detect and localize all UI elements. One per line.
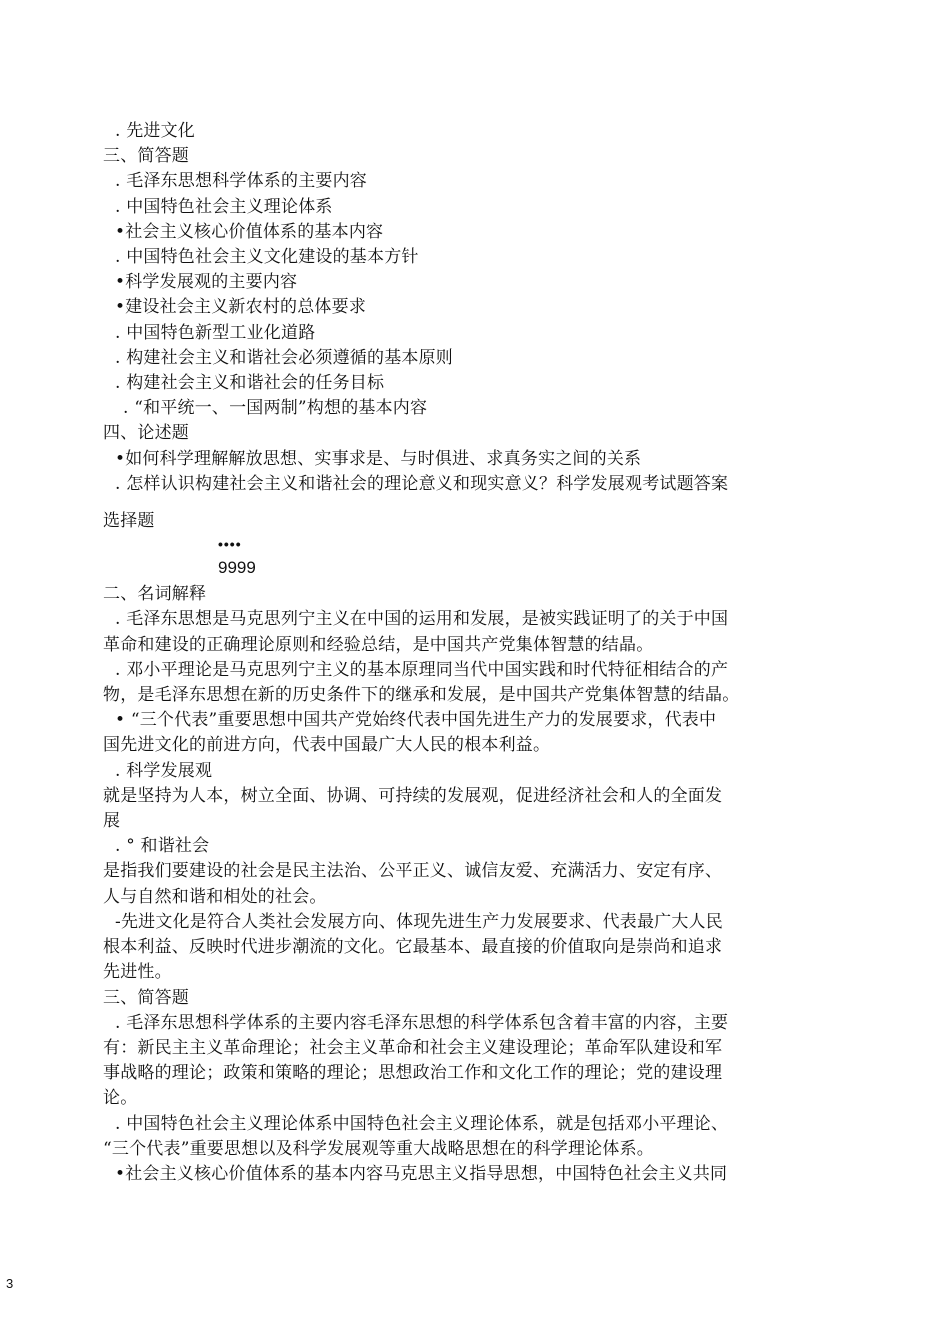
question-item: . 中国特色社会主义理论体系 <box>115 196 333 217</box>
term-definition-line: 根本利益、反映时代进步潮流的文化。它最基本、最直接的价值取向是崇尚和追求 <box>103 937 723 958</box>
term-definition-line: 人与自然和谐和相处的社会。 <box>103 886 327 907</box>
term-definition-line: 物，是毛泽东思想在新的历史条件下的继承和发展，是中国共产党集体智慧的结晶。 <box>103 685 740 706</box>
answer-line: •社会主义核心价值体系的基本内容马克思主义指导思想，中国特色社会主义共同 <box>115 1163 728 1184</box>
term-definition-line: 是指我们要建设的社会是民主法治、公平正义、诚信友爱、充满活力、安定有序、 <box>103 861 723 882</box>
term-heading: . 科学发展观 <box>115 760 213 781</box>
answer-line: “三个代表”重要思想以及科学发展观等重大战略思想在的科学理论体系。 <box>103 1138 654 1159</box>
answer-line: 论。 <box>103 1088 138 1109</box>
section-heading-multiple-choice: 选择题 <box>103 511 155 532</box>
term-definition-line: . 毛泽东思想是马克思列宁主义在中国的运用和发展，是被实践证明了的关于中国 <box>115 609 729 630</box>
term-definition-line: 先进性。 <box>103 962 172 983</box>
term-definition-line: -先进文化是符合人类社会发展方向、体现先进生产力发展要求、代表最广大人民 <box>115 911 723 932</box>
question-item: •社会主义核心价值体系的基本内容 <box>115 221 384 242</box>
question-item: . 构建社会主义和谐社会的任务目标 <box>115 373 385 394</box>
question-item: . 中国特色社会主义文化建设的基本方针 <box>115 247 419 268</box>
term-definition-line: 国先进文化的前进方向，代表中国最广大人民的根本利益。 <box>103 735 551 756</box>
answer-line: 有：新民主主义革命理论；社会主义革命和社会主义建设理论；革命军队建设和军 <box>103 1037 723 1058</box>
term-definition-line: 展 <box>103 811 121 832</box>
item-advanced-culture: . 先进文化 <box>115 121 196 141</box>
essay-question: •如何科学理解解放思想、实事求是、与时俱进、求真务实之间的关系 <box>115 448 642 469</box>
question-item: . “和平统一、一国两制”构想的基本内容 <box>123 398 428 419</box>
answer-dots: •••• <box>218 536 242 553</box>
question-item: . 构建社会主义和谐社会必须遵循的基本原则 <box>115 347 454 368</box>
section-heading-terms: 二、名词解释 <box>103 584 207 605</box>
term-definition-line: 革命和建设的正确理论原则和经验总结，是中国共产党集体智慧的结晶。 <box>103 634 654 655</box>
section-heading-essay: 四、论述题 <box>103 423 189 444</box>
term-definition-line: 就是坚持为人本，树立全面、协调、可持续的发展观，促进经济社会和人的全面发 <box>103 785 723 806</box>
term-definition-line: • “三个代表”重要思想中国共产党始终代表中国先进生产力的发展要求，代表中 <box>115 710 717 731</box>
question-item: •科学发展观的主要内容 <box>115 272 298 293</box>
answer-numbers: 9999 <box>218 558 256 578</box>
term-definition-line: . 邓小平理论是马克思列宁主义的基本原理同当代中国实践和时代特征相结合的产 <box>115 659 729 680</box>
term-heading: . ° 和谐社会 <box>115 836 210 857</box>
answer-line: . 中国特色社会主义理论体系中国特色社会主义理论体系，就是包括邓小平理论、 <box>115 1113 729 1134</box>
section-heading-short-answer-2: 三、简答题 <box>103 987 189 1008</box>
answer-line: . 毛泽东思想科学体系的主要内容毛泽东思想的科学体系包含着丰富的内容，主要 <box>115 1012 729 1033</box>
question-item: . 中国特色新型工业化道路 <box>115 322 316 343</box>
section-heading-short-answer: 三、简答题 <box>103 146 189 167</box>
answer-line: 事战略的理论；政策和策略的理论；思想政治工作和文化工作的理论；党的建设理 <box>103 1063 723 1084</box>
document-body <box>103 119 843 1187</box>
question-item: . 毛泽东思想科学体系的主要内容 <box>115 171 368 192</box>
page-number: 3 <box>6 1276 14 1291</box>
essay-question: . 怎样认识构建社会主义和谐社会的理论意义和现实意义？科学发展观考试题答案 <box>115 473 729 494</box>
question-item: •建设社会主义新农村的总体要求 <box>115 297 367 318</box>
